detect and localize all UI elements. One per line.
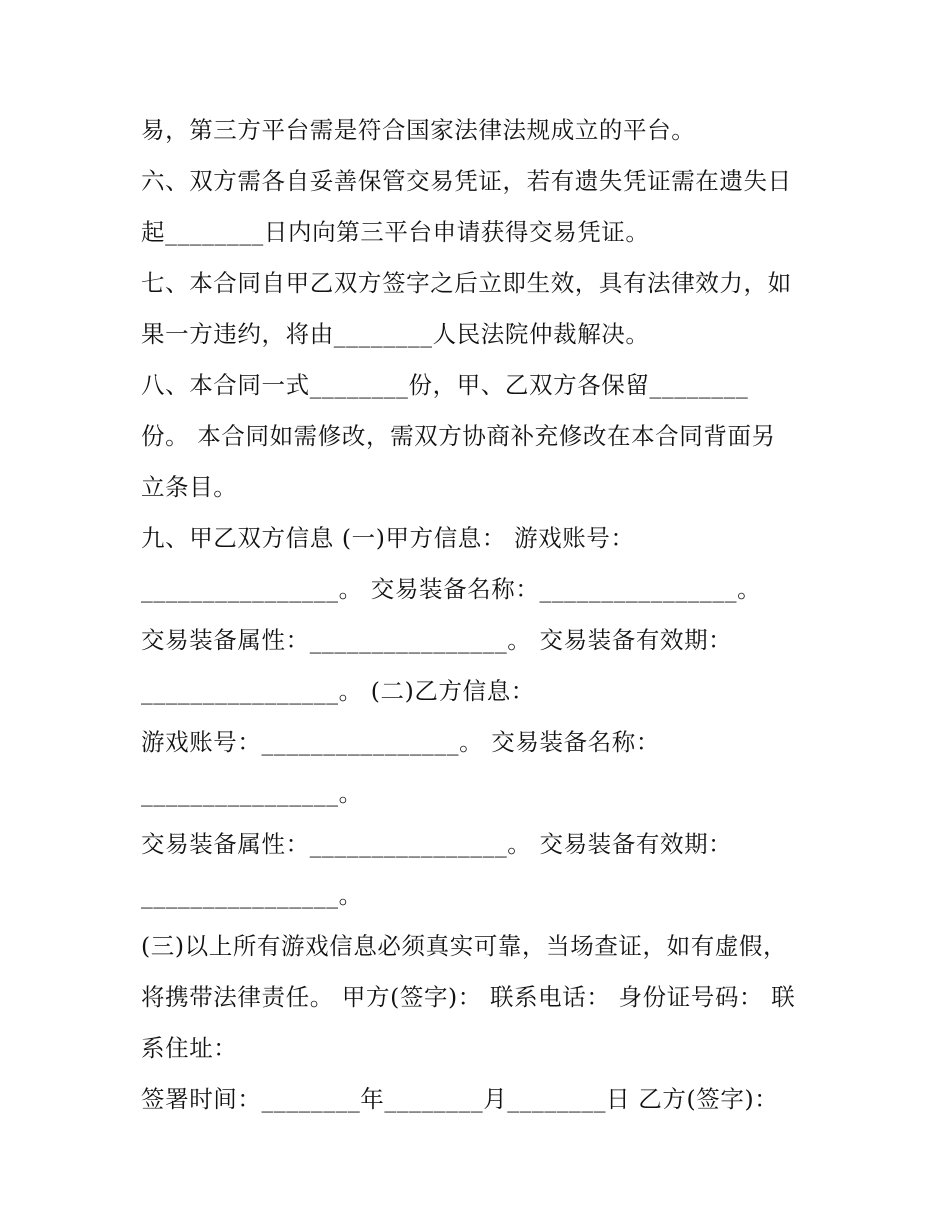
text-line-20: 签署时间：________年________月________日 乙方(签字)： bbox=[141, 1085, 779, 1113]
text-line-17: (三)以上所有游戏信息必须真实可靠，当场查证，如有虚假， bbox=[141, 932, 788, 960]
text-line-14: ________________。 bbox=[141, 779, 363, 807]
text-line-15: 交易装备属性：________________。 交易装备有效期： bbox=[141, 830, 733, 858]
text-line-5: 果一方违约，将由________人民法院仲裁解决。 bbox=[141, 320, 650, 348]
text-line-4: 七、本合同自甲乙双方签字之后立即生效，具有法律效力，如 bbox=[141, 269, 792, 297]
text-line-18: 将携带法律责任。 甲方(签字)： 联系电话： 身份证号码： 联 bbox=[141, 983, 796, 1011]
text-line-19: 系住址： bbox=[141, 1034, 238, 1062]
text-line-2: 六、双方需各自妥善保管交易凭证，若有遗失凭证需在遗失日 bbox=[141, 167, 792, 195]
text-line-12: ________________。 (二)乙方信息： bbox=[141, 677, 535, 705]
text-line-1: 易，第三方平台需是符合国家法律法规成立的平台。 bbox=[141, 116, 696, 144]
text-line-11: 交易装备属性：________________。 交易装备有效期： bbox=[141, 626, 733, 654]
text-line-7: 份。 本合同如需修改，需双方协商补充修改在本合同背面另 bbox=[141, 422, 776, 450]
text-line-6: 八、本合同一式________份，甲、乙双方各保留________ bbox=[141, 371, 749, 399]
text-line-8: 立条目。 bbox=[141, 473, 238, 501]
text-line-10: ________________。 交易装备名称：________________。 bbox=[141, 575, 762, 603]
text-line-13: 游戏账号：________________。 交易装备名称： bbox=[141, 728, 660, 756]
text-line-3: 起________日内向第三平台申请获得交易凭证。 bbox=[141, 218, 650, 246]
text-line-9: 九、甲乙双方信息 (一)甲方信息： 游戏账号： bbox=[141, 524, 635, 552]
text-line-16: ________________。 bbox=[141, 881, 363, 909]
